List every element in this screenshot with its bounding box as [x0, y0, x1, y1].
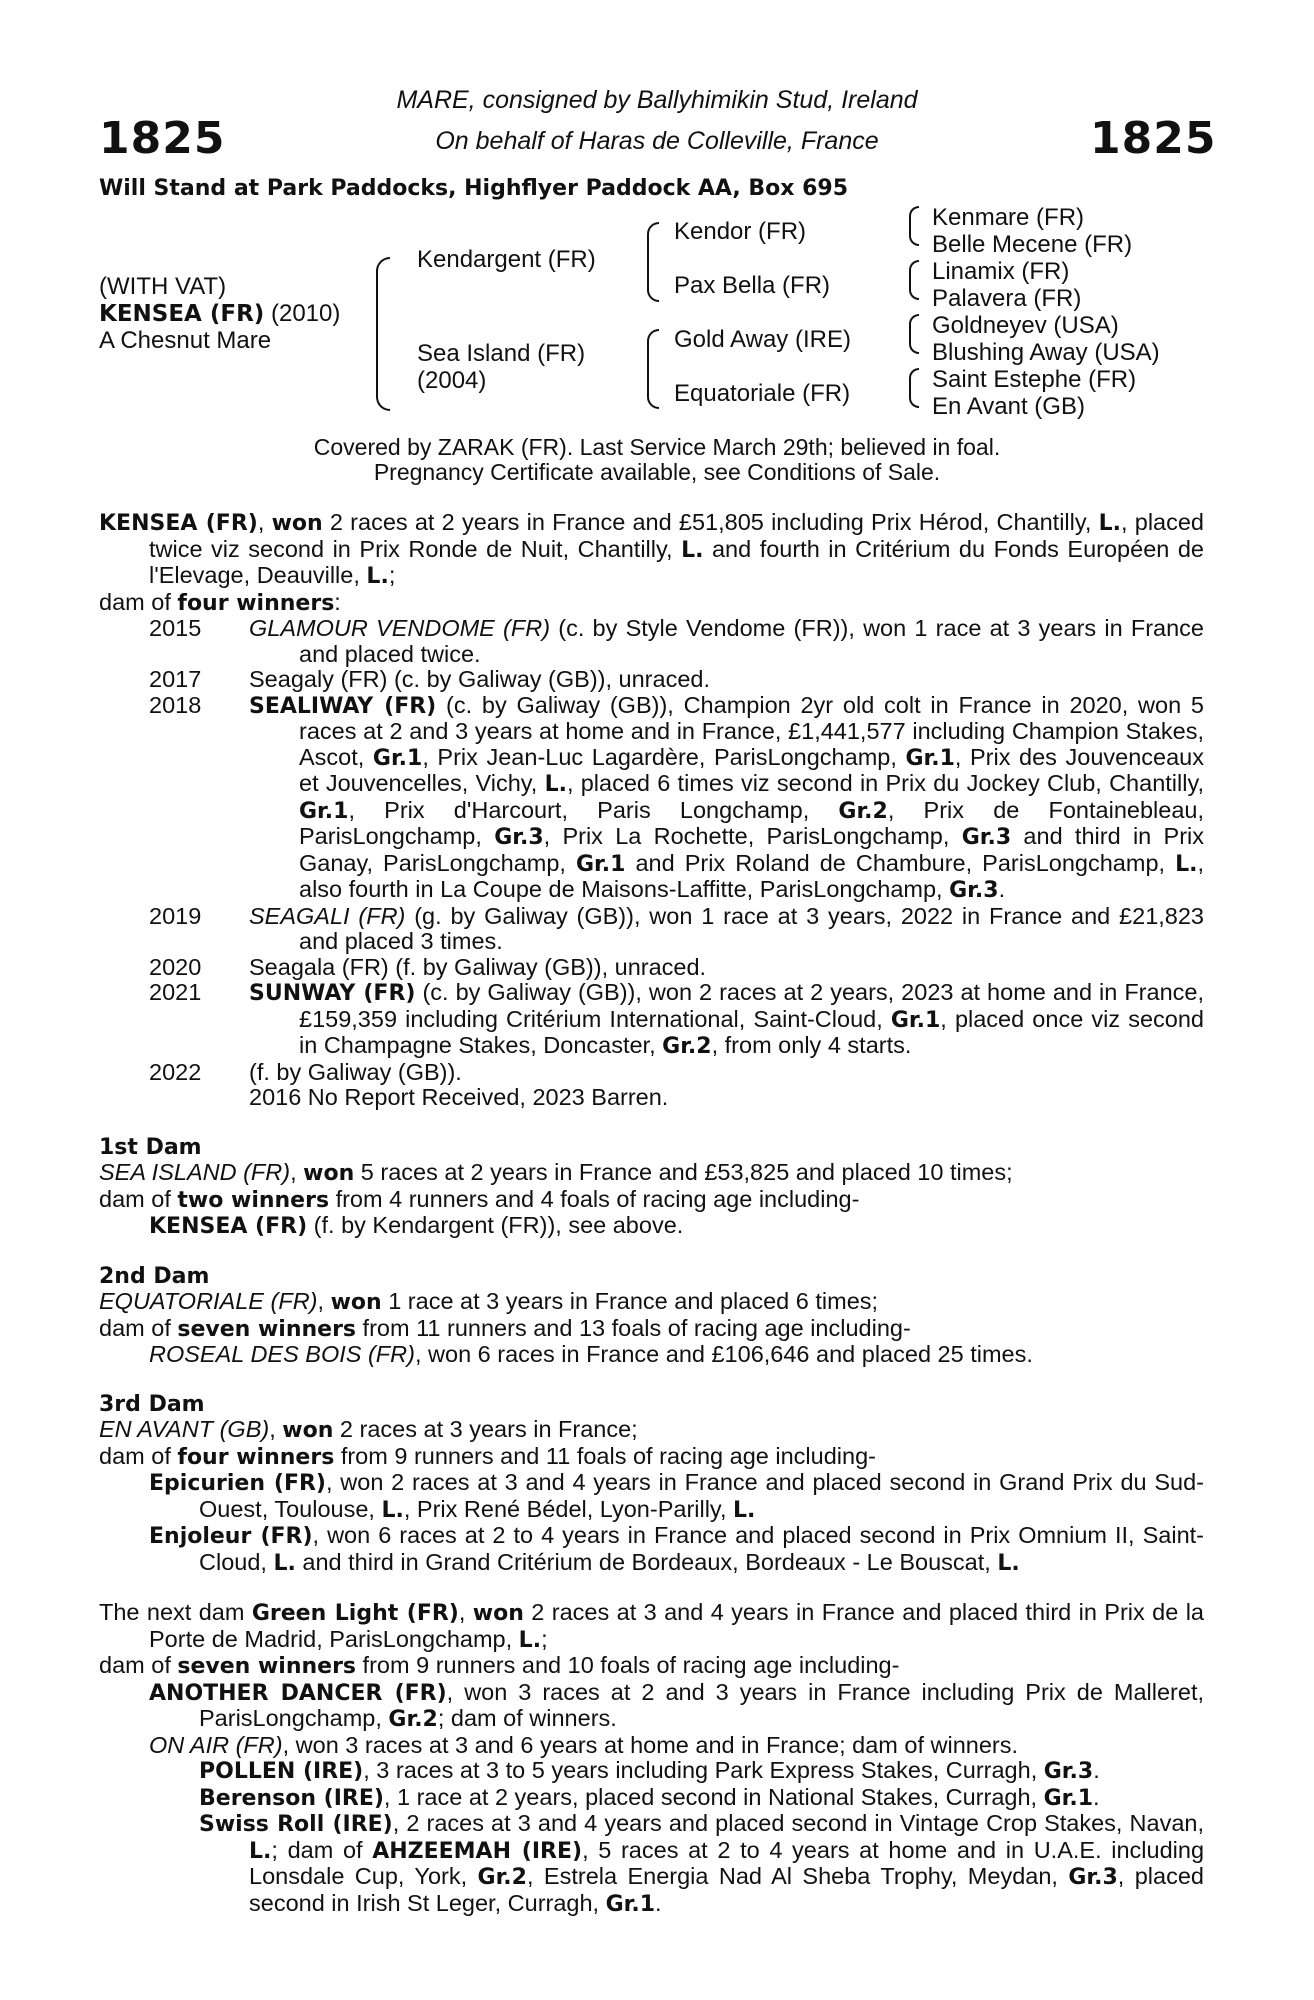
grandfoal-pollen: POLLEN (IRE), 3 races at 3 to 5 years including Park Express Stakes, Curragh, Gr.3.	[199, 1757, 1100, 1784]
foal-2022: 2022 (f. by Galiway (GB)).	[149, 1058, 462, 1085]
horse-year: (2010)	[264, 300, 341, 327]
third-dam-line: EN AVANT (GB), won 2 races at 3 years in France;	[99, 1416, 638, 1443]
covered-line-1: Covered by ZARAK (FR). Last Service March 29th; believed in foal.	[313, 434, 1001, 460]
brace-g78	[909, 368, 919, 408]
brace-sire-dam	[376, 257, 390, 411]
brace-g34	[909, 260, 919, 300]
vat-label: (WITH VAT)	[99, 273, 227, 300]
second-dam-produce: dam of seven winners from 11 runners and 13 foals of racing age including-	[99, 1314, 911, 1342]
ancestor-1: Kenmare (FR)	[932, 204, 1085, 231]
horse-name: KENSEA (FR)	[99, 301, 265, 327]
second-dam-foal: ROSEAL DES BOIS (FR), won 6 races in France and £106,646 and placed 25 times.	[149, 1341, 1033, 1367]
covered-note	[0, 435, 1314, 485]
dam-dam: Equatoriale (FR)	[674, 380, 851, 407]
brace-dam-line	[647, 329, 659, 409]
third-dam-foal-enjoleur: Enjoleur (FR), won 6 races at 2 to 4 years in France and placed second in Prix Omnium II, Saint-Cloud, L. and third in Grand Critérium de Bordeaux, Bordeaux - Le Bouscat, L.	[149, 1522, 1204, 1576]
foal-2015: 2015 GLAMOUR VENDOME (FR) (c. by Style Vendome (FR)), won 1 race at 3 years in France and placed twice.	[149, 615, 1204, 667]
ancestor-8: En Avant (GB)	[932, 393, 1085, 420]
brace-g12	[909, 206, 919, 246]
brace-g56	[909, 314, 919, 354]
next-dam-line: The next dam Green Light (FR), won 2 races at 3 and 4 years in France and placed third in Prix de la Porte de Madrid, ParisLongchamp, L.;	[99, 1599, 1204, 1653]
lot-number-left: 1825	[99, 113, 226, 164]
grandfoal-berenson: Berenson (IRE), 1 race at 2 years, placed second in National Stakes, Curragh, Gr.1.	[199, 1783, 1100, 1811]
ancestor-2: Belle Mecene (FR)	[932, 231, 1133, 258]
on-behalf-line: On behalf of Haras de Colleville, France	[435, 127, 879, 155]
third-dam-produce: dam of four winners from 9 runners and 11 foals of racing age including-	[99, 1442, 876, 1470]
foal-2017: 2017 Seagaly (FR) (c. by Galiway (GB)), unraced.	[149, 666, 710, 692]
produce-record	[99, 510, 1204, 1917]
first-dam-line: SEA ISLAND (FR), won 5 races at 2 years in France and £53,825 and placed 10 times;	[99, 1159, 1013, 1186]
sire-sire: Kendor (FR)	[674, 218, 807, 245]
kensea-paragraph: KENSEA (FR), won 2 races at 2 years in France and £51,805 including Prix Hérod, Chantilly, L., placed twice viz second in Prix Ronde de Nuit, Chantilly, L. and fourth in Critérium du Fonds Européen de l'Elevage, Deauville, L.;	[99, 509, 1204, 589]
third-dam-heading: 3rd Dam	[99, 1391, 205, 1417]
third-dam-foal-epicurien: Epicurien (FR), won 2 races at 3 and 4 years in France and placed second in Grand Prix du Sud-Ouest, Toulouse, L., Prix René Bédel, Lyon-Parilly, L.	[149, 1469, 1204, 1523]
foal-2019: 2019 SEAGALI (FR) (g. by Galiway (GB)), won 1 race at 3 years, 2022 in France and £21,823 and placed 3 times.	[149, 902, 1204, 954]
no-report-line: 2016 No Report Received, 2023 Barren.	[249, 1084, 669, 1110]
brace-sire-line	[647, 222, 659, 302]
first-dam-heading: 1st Dam	[99, 1134, 202, 1160]
ancestor-5: Goldneyev (USA)	[932, 312, 1119, 339]
sire-dam: Pax Bella (FR)	[674, 272, 831, 299]
horse-name-line	[99, 300, 340, 328]
dam: Sea Island (FR)	[417, 340, 586, 367]
next-dam-produce: dam of seven winners from 9 runners and 10 foals of racing age including-	[99, 1652, 900, 1679]
dam-sire: Gold Away (IRE)	[674, 326, 851, 353]
consignor-line: MARE, consigned by Ballyhimikin Stud, Ireland	[396, 86, 918, 114]
next-dam-foal-on-air: ON AIR (FR), won 3 races at 3 and 6 years at home and in France; dam of winners.	[149, 1731, 1019, 1758]
ancestor-6: Blushing Away (USA)	[932, 339, 1160, 366]
dam-of-line: dam of four winners:	[99, 588, 341, 616]
dam-year: (2004)	[417, 367, 487, 394]
foal-2020: 2020 Seagala (FR) (f. by Galiway (GB)), unraced.	[149, 953, 707, 980]
sire: Kendargent (FR)	[417, 246, 596, 273]
foal-2021: 2021 SUNWAY (FR) (c. by Galiway (GB)), won 2 races at 2 years, 2023 at home and in France, £159,359 including Critérium International, Saint-Cloud, Gr.1, placed once viz second in Champagne Stakes, Doncaster, Gr.2, from only 4 starts.	[149, 979, 1204, 1059]
horse-description: A Chesnut Mare	[99, 327, 272, 354]
lot-number-right: 1825	[1090, 113, 1217, 164]
grandfoal-swiss-roll: Swiss Roll (IRE), 2 races at 3 and 4 years and placed second in Vintage Crop Stakes, Navan, L.; dam of AHZEEMAH (IRE), 5 races at 2 to 4 years at home and in U.A.E. including Lonsdale Cup, York, Gr.2, Estrela Energia Nad Al Sheba Trophy, Meydan, Gr.3, placed second in Irish St Leger, Curragh, Gr.1.	[199, 1810, 1205, 1917]
second-dam-line: EQUATORIALE (FR), won 1 race at 3 years in France and placed 6 times;	[99, 1288, 879, 1315]
second-dam-heading: 2nd Dam	[99, 1263, 210, 1289]
covered-line-2: Pregnancy Certificate available, see Conditions of Sale.	[373, 459, 941, 485]
first-dam-produce: dam of two winners from 4 runners and 4 foals of racing age including-	[99, 1185, 860, 1213]
next-dam-foal-another-dancer: ANOTHER DANCER (FR), won 3 races at 2 and 3 years in France including Prix de Malleret, ParisLongchamp, Gr.2; dam of winners.	[149, 1678, 1204, 1732]
foal-2018: 2018 SEALIWAY (FR) (c. by Galiway (GB)), Champion 2yr old colt in France in 2020, won 5 races at 2 and 3 years at home and in France, £1,441,577 including Champion Stakes, Ascot, Gr.1, Prix Jean-Luc Lagardère, ParisLongchamp, Gr.1, Prix des Jouvenceaux et Jouvencelles, Vichy, L., placed 6 times viz second in Prix du Jockey Club, Chantilly, Gr.1, Prix d'Harcourt, Paris Longchamp, Gr.2, Prix de Fontainebleau, ParisLongchamp, Gr.3, Prix La Rochette, ParisLongchamp, Gr.3 and third in Prix Ganay, ParisLongchamp, Gr.1 and Prix Roland de Chambure, ParisLongchamp, L., also fourth in La Coupe de Maisons-Laffitte, ParisLongchamp, Gr.3.	[149, 691, 1205, 903]
ancestor-7: Saint Estephe (FR)	[932, 366, 1137, 393]
ancestor-3: Linamix (FR)	[932, 258, 1070, 285]
stand-location: Will Stand at Park Paddocks, Highflyer Paddock AA, Box 695	[99, 176, 849, 201]
ancestor-4: Palavera (FR)	[932, 285, 1082, 312]
first-dam-foal: KENSEA (FR) (f. by Kendargent (FR)), see above.	[149, 1212, 684, 1239]
